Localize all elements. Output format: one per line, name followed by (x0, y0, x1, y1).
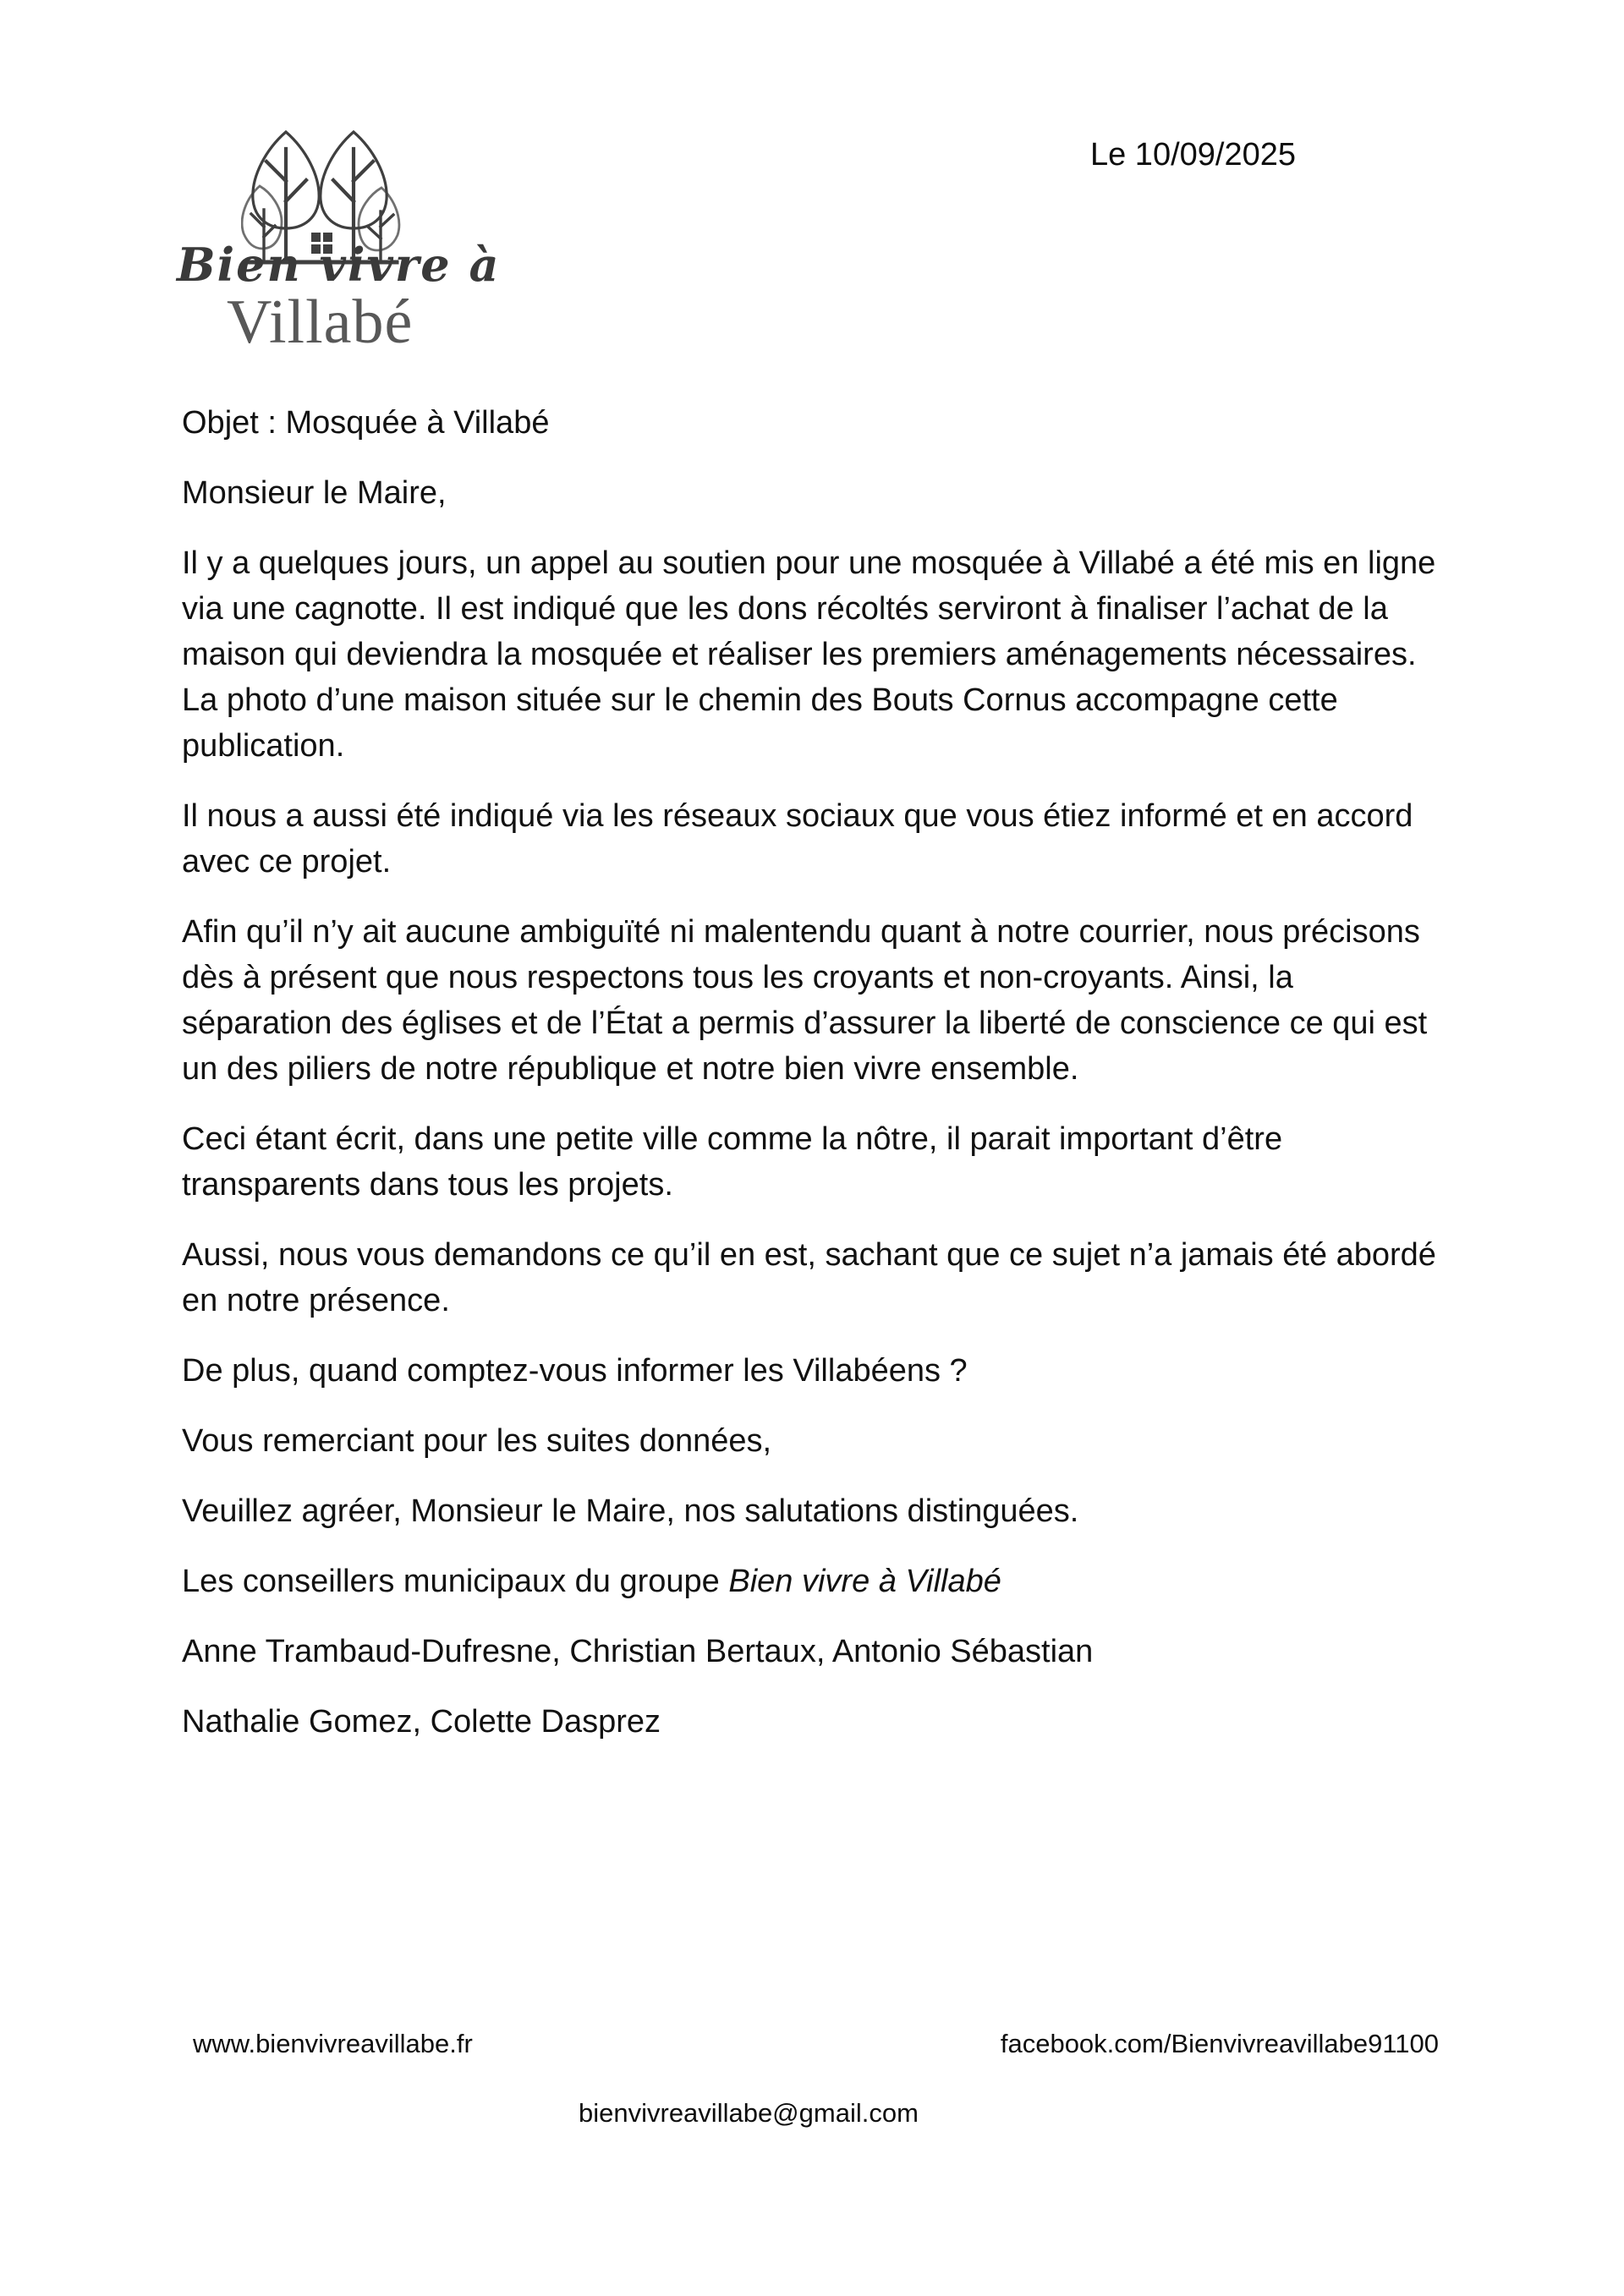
paragraph: Il nous a aussi été indiqué via les réseaux sociaux que vous étiez informé et en accord avec ce projet. (182, 798, 1413, 879)
paragraph: Vous remerciant pour les suites données, (182, 1423, 772, 1459)
paragraph: Aussi, nous vous demandons ce qu’il en est, sachant que ce sujet n’a jamais été abordé en notre présence. (182, 1237, 1436, 1318)
signature-group-prefix: Les conseillers municipaux du groupe (182, 1564, 729, 1599)
signature-group-name: Bien vivre à Villabé (728, 1564, 1001, 1599)
paragraph: Ceci étant écrit, dans une petite ville comme la nôtre, il parait important d’être transparents dans tous les projets. (182, 1121, 1283, 1203)
letter-body (182, 400, 1451, 1769)
subject-line: Objet : Mosquée à Villabé (182, 405, 550, 441)
salutation: Monsieur le Maire, (182, 475, 447, 511)
signature-names-line-2: Nathalie Gomez, Colette Dasprez (182, 1704, 661, 1740)
paragraph: Veuillez agréer, Monsieur le Maire, nos salutations distinguées. (182, 1493, 1079, 1529)
paragraph: Il y a quelques jours, un appel au soutien pour une mosquée à Villabé a été mis en ligne via une cagnotte. Il est indiqué que les dons récoltés serviront à finaliser l’achat de la maison qui deviendra la mosquée et réaliser les premiers aménagements nécessaires. La photo d’une maison située sur le chemin des Bouts Cornus accompagne cette publication. (182, 545, 1436, 764)
logo-script-text: Bien vivre à (177, 238, 501, 292)
signature-names-line-1: Anne Trambaud-Dufresne, Christian Bertaux, Antonio Sébastian (182, 1634, 1094, 1669)
logo (173, 123, 501, 368)
footer-website: www.bienvivreavillabe.fr (193, 2029, 473, 2058)
signature-group-line (182, 1559, 1451, 1604)
footer-facebook: facebook.com/Bienvivreavillabe91100 (1000, 2029, 1439, 2058)
footer-email: bienvivreavillabe@gmail.com (579, 2098, 919, 2128)
paragraph: De plus, quand comptez-vous informer les Villabéens ? (182, 1353, 968, 1389)
paragraph: Afin qu’il n’y ait aucune ambiguïté ni malentendu quant à notre courrier, nous précisons dès à présent que nous respectons tous les croyants et non-croyants. Ainsi, la séparation des églises et de l’État a permis d’assurer la liberté de conscience ce qui est un des piliers de notre république et notre bien vivre ensemble. (182, 914, 1428, 1087)
logo-name-text: Villabé (227, 288, 414, 357)
letter-date: Le 10/09/2025 (1089, 137, 1296, 173)
